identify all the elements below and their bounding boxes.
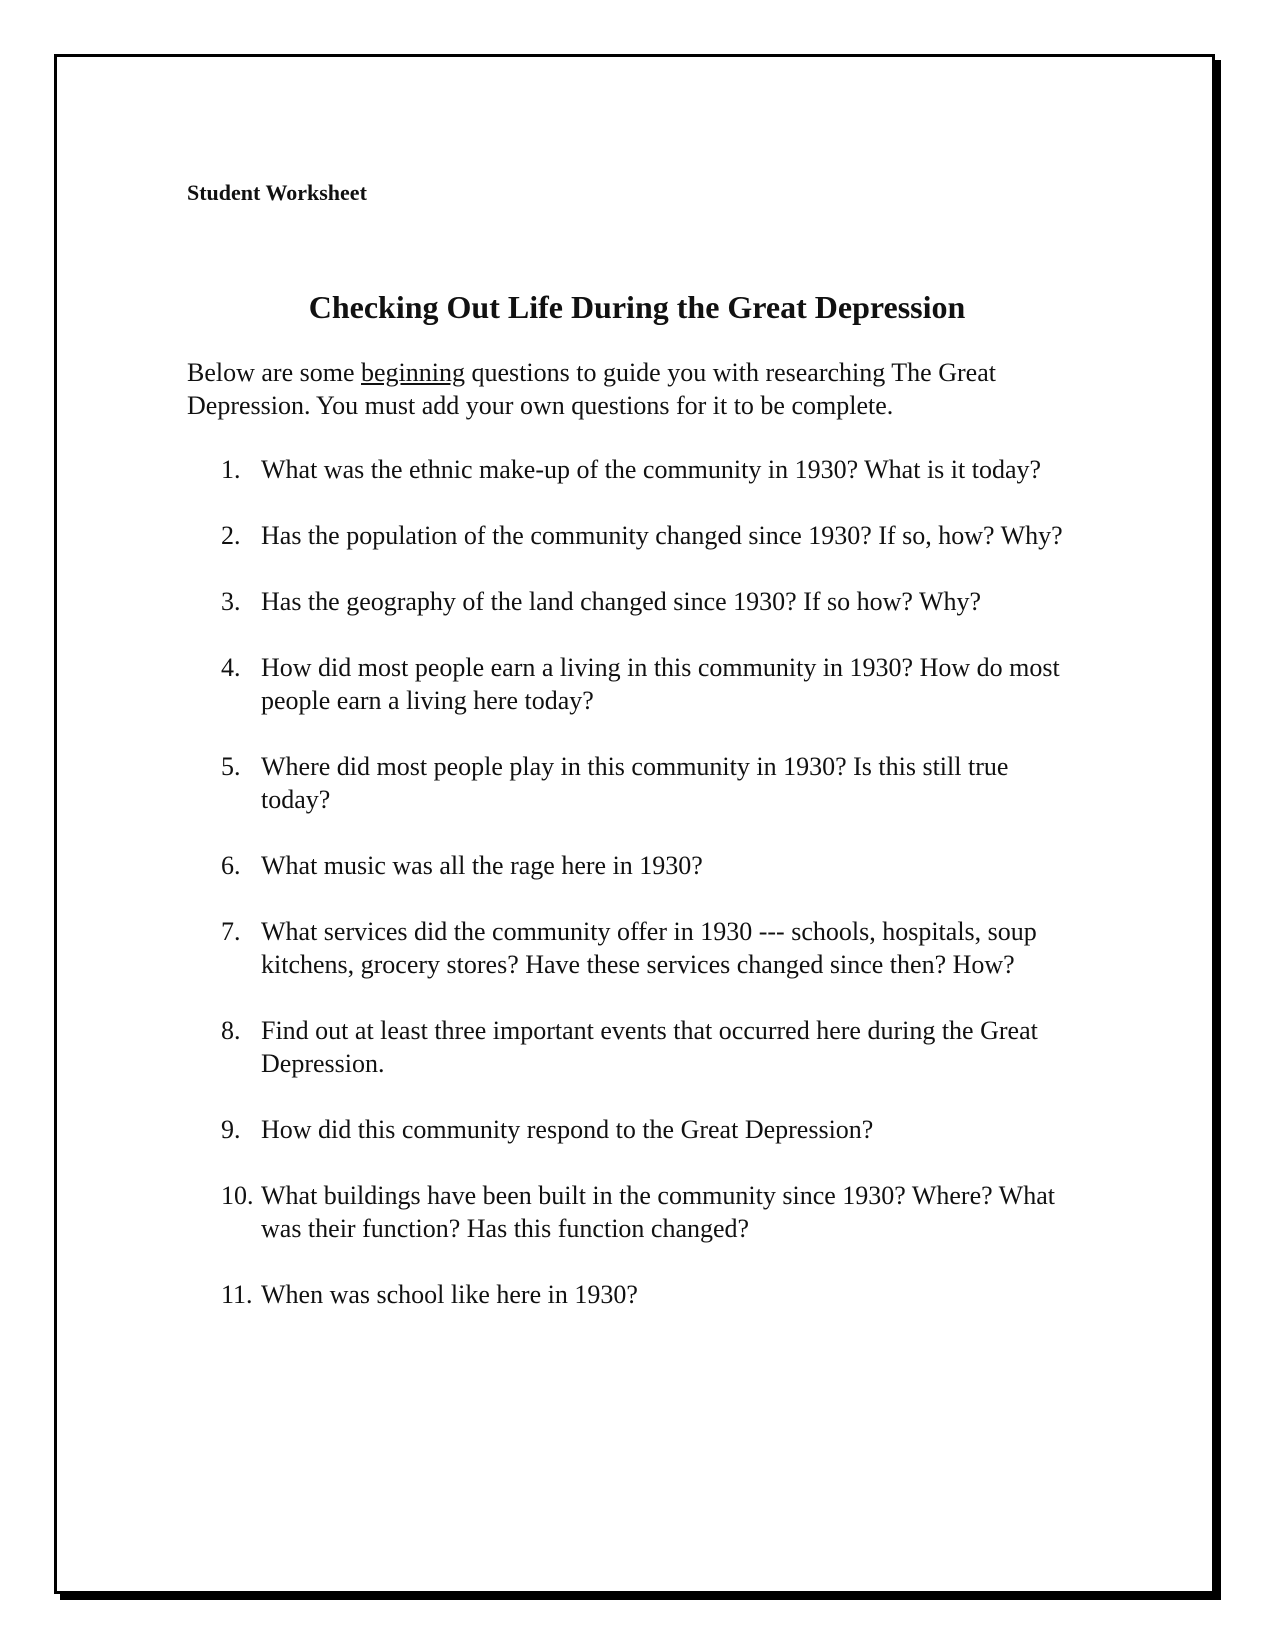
question-item [187,1113,1081,1146]
question-number: 5. [221,752,241,781]
question-item [187,453,1081,486]
question-list [187,453,1107,1311]
question-number: 11. [221,1280,253,1309]
question-number: 1. [221,455,241,484]
worksheet-intro [187,356,1087,422]
worksheet-content [187,180,1107,1344]
intro-text-after: questions to guide you with researching The Great Depression. You must add your own questions for it to be complete. [187,358,996,420]
question-item [187,1179,1081,1245]
question-item [187,849,1081,882]
question-number: 2. [221,521,241,550]
question-text: How did this community respond to the Great Depression? [261,1115,874,1144]
question-text: Has the population of the community changed since 1930? If so, how? Why? [261,521,1063,550]
question-text: What music was all the rage here in 1930? [261,851,703,880]
question-item [187,651,1081,717]
question-text: Where did most people play in this community in 1930? Is this still true today? [261,752,1009,814]
question-number: 8. [221,1016,241,1045]
worksheet-title: Checking Out Life During the Great Depression [308,289,966,325]
question-number: 9. [221,1115,241,1144]
question-item [187,1278,1081,1311]
question-text: What services did the community offer in 1930 --- schools, hospitals, soup kitchens, grocery stores? Have these services changed since then? How? [261,917,1037,979]
question-item [187,915,1081,981]
question-number: 3. [221,587,241,616]
question-item [187,1014,1081,1080]
question-text: What buildings have been built in the community since 1930? Where? What was their function? Has this function changed? [261,1181,1055,1243]
question-number: 10. [221,1181,254,1210]
question-number: 7. [221,917,241,946]
intro-underlined-word: beginning [361,358,466,387]
question-item [187,585,1081,618]
question-text: When was school like here in 1930? [261,1280,638,1309]
question-number: 4. [221,653,241,682]
worksheet-kicker: Student Worksheet [187,180,367,205]
question-text: How did most people earn a living in this community in 1930? How do most people earn a living here today? [261,653,1060,715]
question-text: Has the geography of the land changed since 1930? If so how? Why? [261,587,982,616]
question-number: 6. [221,851,241,880]
question-item [187,519,1081,552]
question-item [187,750,1081,816]
question-text: Find out at least three important events that occurred here during the Great Depression. [261,1016,1038,1078]
intro-text-before: Below are some [187,358,362,387]
question-text: What was the ethnic make-up of the community in 1930? What is it today? [261,455,1042,484]
